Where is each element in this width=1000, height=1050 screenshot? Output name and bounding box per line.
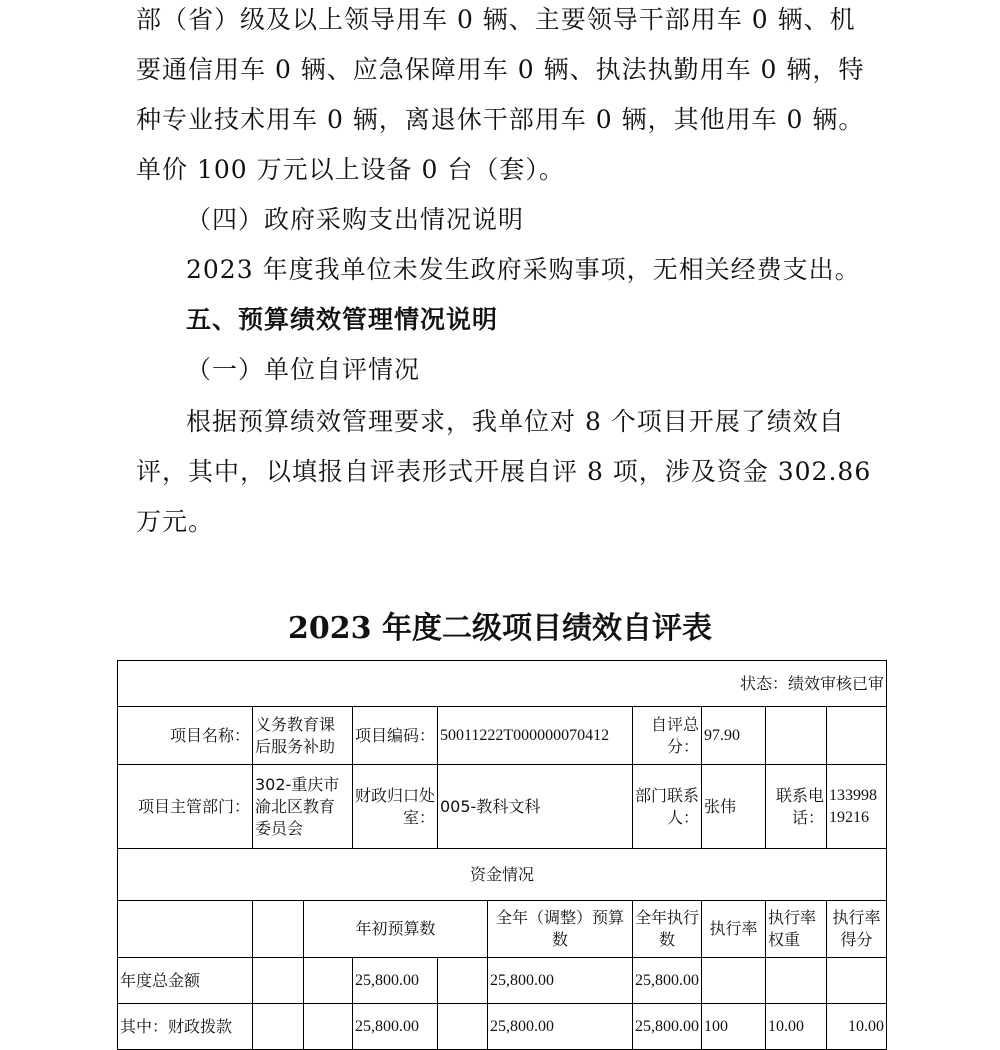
fiscal-initial: 25,800.00 (353, 1004, 438, 1050)
col-header-executed: 全年执行数 (633, 901, 702, 958)
paragraph-line: 种专业技术用车 0 辆，离退休干部用车 0 辆，其他用车 0 辆。 (136, 105, 865, 134)
dept-label: 项目主管部门： (118, 765, 253, 849)
paragraph-procurement: 2023 年度我单位未发生政府采购事项，无相关经费支出。 (186, 255, 861, 284)
empty-cell (253, 958, 304, 1004)
section-heading-procurement: （四）政府采购支出情况说明 (186, 205, 525, 234)
dept: 302-重庆市渝北区教育委员会 (253, 765, 353, 849)
empty-cell (253, 901, 304, 958)
total-weight (766, 958, 827, 1004)
col-header-weight: 执行率权重 (766, 901, 827, 958)
self-score: 97.90 (702, 707, 766, 765)
self-score-label: 自评总分： (633, 707, 702, 765)
empty-cell (253, 1004, 304, 1050)
finance: 005-教科文科 (438, 765, 633, 849)
col-header-score: 执行率得分 (827, 901, 887, 958)
fiscal-score: 10.00 (827, 1004, 887, 1050)
paragraph-line: 万元。 (136, 507, 215, 536)
total-score (827, 958, 887, 1004)
paragraph-line: 部（省）级及以上领导用车 0 辆、主要领导干部用车 0 辆、机 (136, 5, 856, 34)
project-code: 50011222T000000070412 (438, 707, 633, 765)
fiscal-rate: 100 (702, 1004, 766, 1050)
subsection-heading-self-eval: （一）单位自评情况 (186, 355, 421, 384)
phone-label: 联系电话： (766, 765, 827, 849)
paragraph-line: 根据预算绩效管理要求，我单位对 8 个项目开展了绩效自 (186, 407, 845, 436)
self-eval-table (117, 660, 887, 1050)
total-executed: 25,800.00 (633, 958, 702, 1004)
empty-cell (766, 707, 827, 765)
row-label-total: 年度总金额 (118, 958, 253, 1004)
total-adjusted: 25,800.00 (488, 958, 633, 1004)
fiscal-adjusted: 25,800.00 (488, 1004, 633, 1050)
project-name: 义务教育课后服务补助 (253, 707, 353, 765)
project-name-label: 项目名称： (118, 707, 253, 765)
phone: 13399819216 (827, 765, 887, 849)
fiscal-weight: 10.00 (766, 1004, 827, 1050)
col-header-adjusted: 全年（调整）预算数 (488, 901, 633, 958)
col-header-initial: 年初预算数 (304, 901, 488, 958)
empty-cell (438, 958, 488, 1004)
finance-label: 财政归口处室： (353, 765, 438, 849)
section-heading-5: 五、预算绩效管理情况说明 (186, 305, 499, 334)
contact-label: 部门联系人： (633, 765, 702, 849)
total-initial: 25,800.00 (353, 958, 438, 1004)
empty-cell (118, 901, 253, 958)
paragraph-line: 单价 100 万元以上设备 0 台（套）。 (136, 155, 565, 184)
empty-cell (438, 1004, 488, 1050)
empty-cell (304, 958, 353, 1004)
project-code-label: 项目编码： (353, 707, 438, 765)
contact: 张伟 (702, 765, 766, 849)
fiscal-executed: 25,800.00 (633, 1004, 702, 1050)
total-rate (702, 958, 766, 1004)
empty-cell (304, 1004, 353, 1050)
empty-cell (827, 707, 887, 765)
table-title: 2023 年度二级项目绩效自评表 (288, 611, 712, 646)
status-cell: 状态：绩效审核已审 (118, 661, 887, 707)
funds-header: 资金情况 (118, 849, 887, 901)
row-label-fiscal: 其中：财政拨款 (118, 1004, 253, 1050)
paragraph-line: 要通信用车 0 辆、应急保障用车 0 辆、执法执勤用车 0 辆，特 (136, 55, 865, 84)
col-header-rate: 执行率 (702, 901, 766, 958)
paragraph-line: 评，其中，以填报自评表形式开展自评 8 项，涉及资金 302.86 (136, 457, 872, 486)
